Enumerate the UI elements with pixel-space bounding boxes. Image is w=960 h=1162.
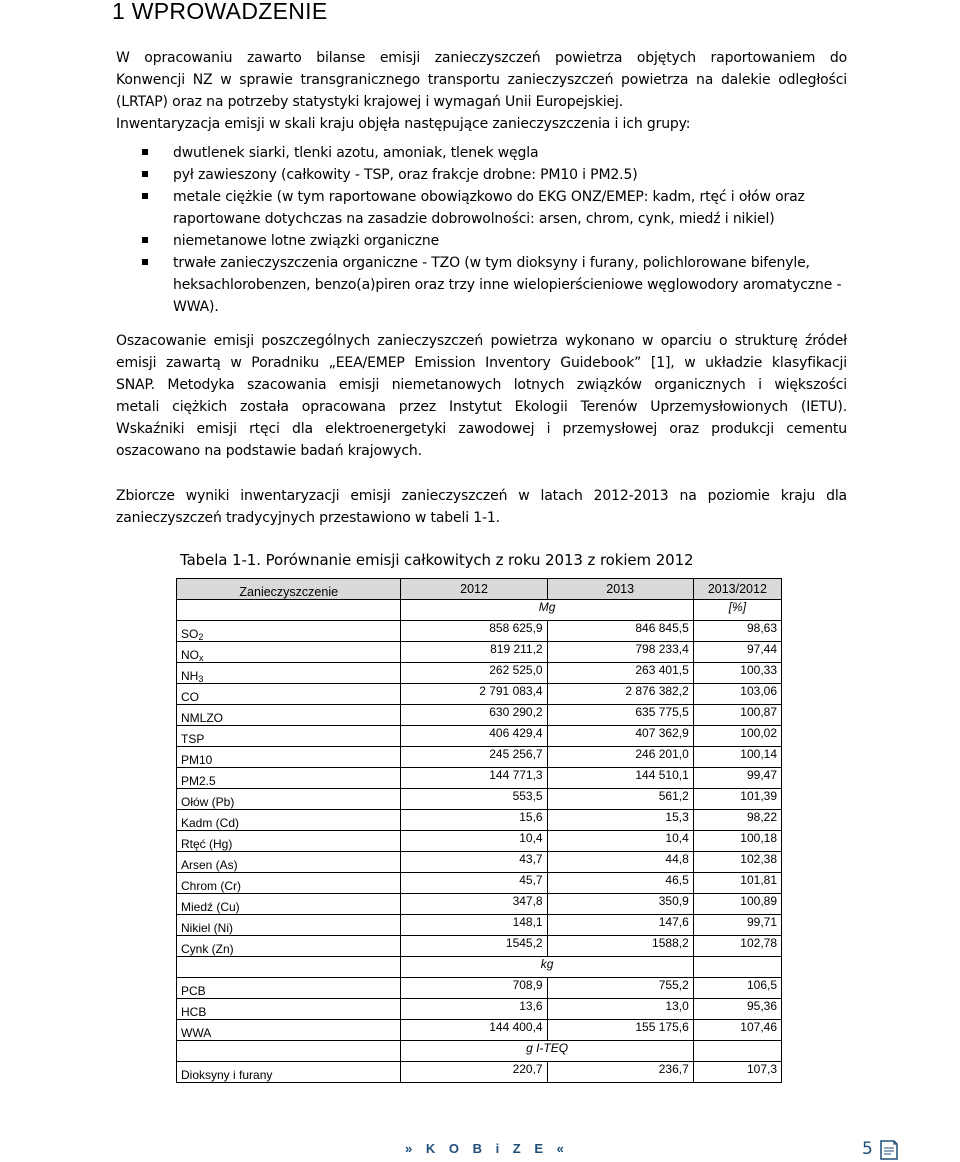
table-row [177, 747, 782, 768]
value-2013: 263 401,5 [547, 663, 693, 684]
table-row [177, 852, 782, 873]
methodology-paragraph [116, 330, 847, 462]
value-2013: 350,9 [547, 894, 693, 915]
pollutant-name: PM2.5 [177, 768, 401, 789]
value-2013: 2 876 382,2 [547, 684, 693, 705]
unit-row [177, 600, 782, 621]
table-row [177, 999, 782, 1020]
pollutant-name: PM10 [177, 747, 401, 768]
pollutant-list [142, 142, 848, 318]
value-2013: 1588,2 [547, 936, 693, 957]
footer-brand: » K O B i Z E « [405, 1141, 569, 1156]
value-2012: 630 290,2 [401, 705, 547, 726]
ratio-value: 99,47 [693, 768, 781, 789]
table-body [177, 600, 782, 1083]
ratio-value: 101,81 [693, 873, 781, 894]
list-item: niemetanowe lotne związki organiczne [142, 230, 848, 252]
ratio-value: 107,3 [693, 1062, 781, 1083]
text-line: Konwencji NZ w sprawie transgranicznego transportu zanieczyszczeń powietrza na dalekie odległości [116, 72, 847, 88]
table-row [177, 978, 782, 999]
ratio-value: 98,63 [693, 621, 781, 642]
value-2012: 43,7 [401, 852, 547, 873]
value-2013: 846 845,5 [547, 621, 693, 642]
ratio-value: 101,39 [693, 789, 781, 810]
ratio-value: 107,46 [693, 1020, 781, 1041]
table-row [177, 789, 782, 810]
list-item: metale ciężkie (w tym raportowane obowiązkowo do EKG ONZ/EMEP: kadm, rtęć i ołów oraz raportowane dotychczas na zasadzie dobrowolności: arsen, chrom, cynk, miedź i nikiel) [142, 186, 848, 230]
pollutant-name: Kadm (Cd) [177, 810, 401, 831]
pollutant-name: PCB [177, 978, 401, 999]
column-header: Zanieczyszczenie [177, 579, 401, 600]
pollutant-name: $NO_x$ [177, 642, 401, 663]
pollutant-name: Dioksyny i furany [177, 1062, 401, 1083]
pollutant-name: NMLZO [177, 705, 401, 726]
value-2012: 553,5 [401, 789, 547, 810]
ratio-value: 97,44 [693, 642, 781, 663]
value-2013: 561,2 [547, 789, 693, 810]
bullet-square-icon [142, 171, 148, 177]
value-2013: 635 775,5 [547, 705, 693, 726]
bullet-square-icon [142, 259, 148, 265]
value-2012: 148,1 [401, 915, 547, 936]
summary-paragraph [116, 485, 847, 529]
value-2013: 46,5 [547, 873, 693, 894]
text-line: Oszacowanie emisji poszczególnych zanieczyszczeń powietrza wykonano w oparciu o strukturę źródeł [116, 333, 847, 349]
text-line: oszacowano na podstawie badań krajowych. [116, 443, 422, 459]
table-row [177, 726, 782, 747]
text-line: Zbiorcze wyniki inwentaryzacji emisji zanieczyszczeń w latach 2012-2013 na poziomie kraju dla [116, 488, 847, 504]
value-2012: 144 400,4 [401, 1020, 547, 1041]
ratio-value: 100,14 [693, 747, 781, 768]
value-2012: 819 211,2 [401, 642, 547, 663]
empty-cell [177, 1041, 401, 1062]
value-2013: 798 233,4 [547, 642, 693, 663]
pollutant-name: TSP [177, 726, 401, 747]
unit-label: Mg [401, 600, 693, 621]
intro-paragraph [116, 47, 847, 135]
bullet-square-icon [142, 237, 148, 243]
value-2013: 15,3 [547, 810, 693, 831]
ratio-value: 100,18 [693, 831, 781, 852]
text-line: Wskaźniki emisji rtęci dla elektroenergetyki zawodowej i przemysłowej oraz produkcji cementu [116, 421, 847, 437]
pollutant-name: CO [177, 684, 401, 705]
ratio-value: 100,33 [693, 663, 781, 684]
value-2012: 45,7 [401, 873, 547, 894]
emissions-table [176, 578, 782, 1083]
value-2012: 10,4 [401, 831, 547, 852]
table-row [177, 1062, 782, 1083]
list-item: dwutlenek siarki, tlenki azotu, amoniak, tlenek węgla [142, 142, 848, 164]
column-header: 2013 [547, 579, 693, 600]
ratio-value: 95,36 [693, 999, 781, 1020]
value-2013: 246 201,0 [547, 747, 693, 768]
list-item: pył zawieszony (całkowity - TSP, oraz frakcje drobne: PM10 i PM2.5) [142, 164, 848, 186]
pollutant-name: Nikiel (Ni) [177, 915, 401, 936]
pollutant-name: $NH_3$ [177, 663, 401, 684]
value-2012: 13,6 [401, 999, 547, 1020]
pollutant-name: WWA [177, 1020, 401, 1041]
value-2013: 144 510,1 [547, 768, 693, 789]
table-row [177, 936, 782, 957]
value-2013: 44,8 [547, 852, 693, 873]
ratio-value: 102,78 [693, 936, 781, 957]
value-2013: 10,4 [547, 831, 693, 852]
text-line: emisji zawartą w Poradniku „EEA/EMEP Emission Inventory Guidebook” [1], w układzie klasyfikacji [116, 355, 847, 371]
value-2013: 755,2 [547, 978, 693, 999]
table-row [177, 663, 782, 684]
pollutant-name: Chrom (Cr) [177, 873, 401, 894]
table-row [177, 621, 782, 642]
text-line: SNAP. Metodyka szacowania emisji niemetanowych lotnych związków organicznych i większości [116, 377, 847, 393]
bullet-square-icon [142, 193, 148, 199]
unit-row [177, 1041, 782, 1062]
text-line: Inwentaryzacja emisji w skali kraju objęła następujące zanieczyszczenia i ich grupy: [116, 116, 691, 132]
pollutant-name: Miedź (Cu) [177, 894, 401, 915]
table-row [177, 684, 782, 705]
table-row [177, 810, 782, 831]
table-row [177, 873, 782, 894]
value-2012: 15,6 [401, 810, 547, 831]
page-number: 5 [862, 1139, 873, 1159]
value-2012: 406 429,4 [401, 726, 547, 747]
value-2013: 13,0 [547, 999, 693, 1020]
table-row [177, 915, 782, 936]
column-header: 2013/2012 [693, 579, 781, 600]
pollutant-name: Rtęć (Hg) [177, 831, 401, 852]
value-2012: 144 771,3 [401, 768, 547, 789]
ratio-value: 100,89 [693, 894, 781, 915]
pollutant-name: HCB [177, 999, 401, 1020]
unit-row [177, 957, 782, 978]
value-2012: 347,8 [401, 894, 547, 915]
ratio-value: 100,87 [693, 705, 781, 726]
table-caption: Tabela 1-1. Porównanie emisji całkowitych z roku 2013 z rokiem 2012 [180, 551, 694, 569]
unit-label [693, 957, 781, 978]
table-header-row [177, 579, 782, 600]
text-line: W opracowaniu zawarto bilanse emisji zanieczyszczeń powietrza objętych raportowaniem do [116, 50, 847, 66]
ratio-value: 99,71 [693, 915, 781, 936]
table-row [177, 768, 782, 789]
empty-cell [177, 600, 401, 621]
pollutant-name: Arsen (As) [177, 852, 401, 873]
pollutant-name: Cynk (Zn) [177, 936, 401, 957]
value-2013: 236,7 [547, 1062, 693, 1083]
text-line: metali ciężkich została opracowana przez Instytut Ekologii Terenów Uprzemysłowionych (IETU). [116, 399, 847, 415]
value-2012: 858 625,9 [401, 621, 547, 642]
text-line: (LRTAP) oraz na potrzeby statystyki krajowej i wymagań Unii Europejskiej. [116, 94, 624, 110]
table-row [177, 831, 782, 852]
unit-label: [%] [693, 600, 781, 621]
section-heading: 1 WPROWADZENIE [112, 0, 328, 24]
value-2012: 220,7 [401, 1062, 547, 1083]
table-row [177, 894, 782, 915]
unit-label [693, 1041, 781, 1062]
table-row [177, 705, 782, 726]
value-2012: 262 525,0 [401, 663, 547, 684]
list-item: trwałe zanieczyszczenia organiczne - TZO (w tym dioksyny i furany, polichlorowane bifenyle, heksachlorobenzen, benzo(a)piren oraz trzy inne wielopierścieniowe węglowodory aromatyczne - WWA). [142, 252, 848, 318]
value-2012: 708,9 [401, 978, 547, 999]
unit-label: kg [401, 957, 693, 978]
ratio-value: 103,06 [693, 684, 781, 705]
unit-label: g I-TEQ [401, 1041, 693, 1062]
column-header: 2012 [401, 579, 547, 600]
value-2013: 155 175,6 [547, 1020, 693, 1041]
bullet-square-icon [142, 149, 148, 155]
pollutant-name: $SO_2$ [177, 621, 401, 642]
page-curl-icon [878, 1138, 900, 1162]
ratio-value: 98,22 [693, 810, 781, 831]
empty-cell [177, 957, 401, 978]
ratio-value: 100,02 [693, 726, 781, 747]
ratio-value: 102,38 [693, 852, 781, 873]
value-2012: 2 791 083,4 [401, 684, 547, 705]
pollutant-name: Ołów (Pb) [177, 789, 401, 810]
text-line: zanieczyszczeń tradycyjnych przestawiono w tabeli 1-1. [116, 510, 500, 526]
value-2013: 407 362,9 [547, 726, 693, 747]
value-2013: 147,6 [547, 915, 693, 936]
value-2012: 245 256,7 [401, 747, 547, 768]
table-row [177, 642, 782, 663]
ratio-value: 106,5 [693, 978, 781, 999]
table-row [177, 1020, 782, 1041]
value-2012: 1545,2 [401, 936, 547, 957]
